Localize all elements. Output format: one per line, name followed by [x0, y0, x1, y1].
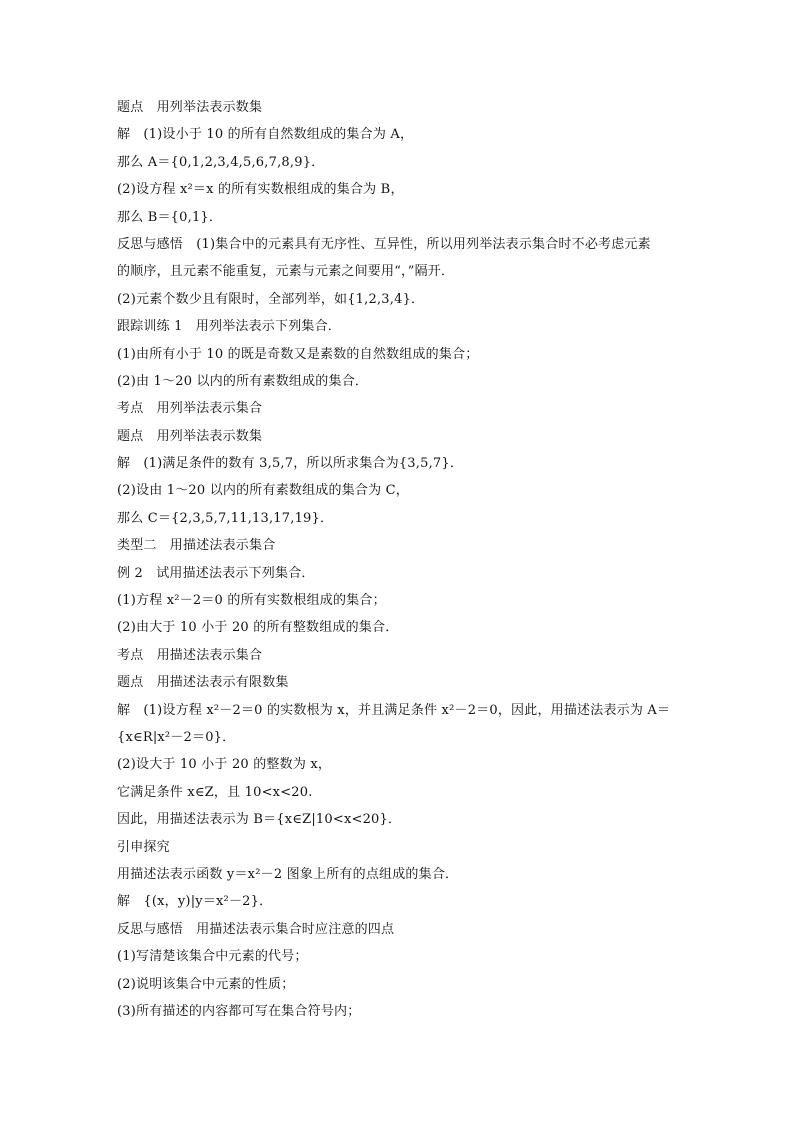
- reflection-item: (2)说明该集合中元素的性质；: [117, 976, 295, 992]
- extension-heading: 引申探究: [117, 839, 170, 855]
- solution-line: (2)设大于 10 小于 20 的整数为 x，: [117, 757, 332, 773]
- examination-point: 考点 用列举法表示集合: [117, 401, 263, 417]
- exercise-item: (1)由所有小于 10 的既是奇数又是素数的自然数组成的集合；: [117, 346, 479, 362]
- solution-line: 解 {(x，y)|y＝x²－2}．: [117, 894, 273, 910]
- solution-line: 解 (1)设小于 10 的所有自然数组成的集合为 A，: [117, 127, 414, 143]
- solution-line: 它满足条件 x∈Z，且 10<x<20.: [117, 784, 313, 800]
- exercise-item: (2)由 1～20 以内的所有素数组成的集合．: [117, 373, 369, 389]
- reflection-item: (3)所有描述的内容都可写在集合符号内；: [117, 1003, 361, 1019]
- solution-line: 解 (1)设方程 x²－2＝0 的实数根为 x，并且满足条件 x²－2＝0，因此，用描述法表示为 A＝: [117, 702, 671, 718]
- example-heading: 例 2 试用描述法表示下列集合．: [117, 565, 315, 581]
- reflection-heading: 反思与感悟 用描述法表示集合时应注意的四点: [117, 921, 395, 937]
- solution-line: 解 (1)满足条件的数有 3,5,7，所以所求集合为{3,5,7}．: [117, 456, 464, 472]
- example-item: (1)方程 x²－2＝0 的所有实数根组成的集合；: [117, 593, 386, 609]
- extension-question: 用描述法表示函数 y＝x²－2 图象上所有的点组成的集合．: [117, 866, 459, 882]
- example-item: (2)由大于 10 小于 20 的所有整数组成的集合．: [117, 620, 399, 636]
- topic-heading: 题点 用描述法表示有限数集: [117, 675, 289, 691]
- reflection-line: 反思与感悟 (1)集合中的元素具有无序性、互异性，所以用列举法表示集合时不必考虑元素: [117, 236, 651, 252]
- solution-line: 那么 C＝{2,3,5,7,11,13,17,19}．: [117, 510, 334, 526]
- reflection-line: (2)元素个数少且有限时，全部列举，如{1,2,3,4}．: [117, 291, 425, 307]
- examination-point: 考点 用描述法表示集合: [117, 647, 263, 663]
- reflection-item: (1)写清楚该集合中元素的代号；: [117, 949, 308, 965]
- topic-heading: 题点 用列举法表示数集: [117, 100, 263, 115]
- solution-line: 那么 B＝{0,1}．: [117, 209, 223, 225]
- solution-line: (2)设方程 x²＝x 的所有实数根组成的集合为 B，: [117, 182, 404, 198]
- document-body: [117, 94, 687, 1025]
- topic-heading: 题点 用列举法表示数集: [117, 428, 263, 444]
- solution-line: 因此，用描述法表示为 B＝{x∈Z|10<x<20}．: [117, 812, 402, 828]
- solution-line: (2)设由 1～20 以内的所有素数组成的集合为 C，: [117, 483, 409, 499]
- solution-line: {x∈R|x²－2＝0}．: [117, 729, 236, 745]
- solution-line: 那么 A＝{0,1,2,3,4,5,6,7,8,9}．: [117, 154, 325, 170]
- exercise-heading: 跟踪训练 1 用列举法表示下列集合．: [117, 319, 342, 335]
- section-heading: 类型二 用描述法表示集合: [117, 538, 276, 554]
- reflection-line: 的顺序，且元素不能重复，元素与元素之间要用“，”隔开．: [117, 264, 455, 280]
